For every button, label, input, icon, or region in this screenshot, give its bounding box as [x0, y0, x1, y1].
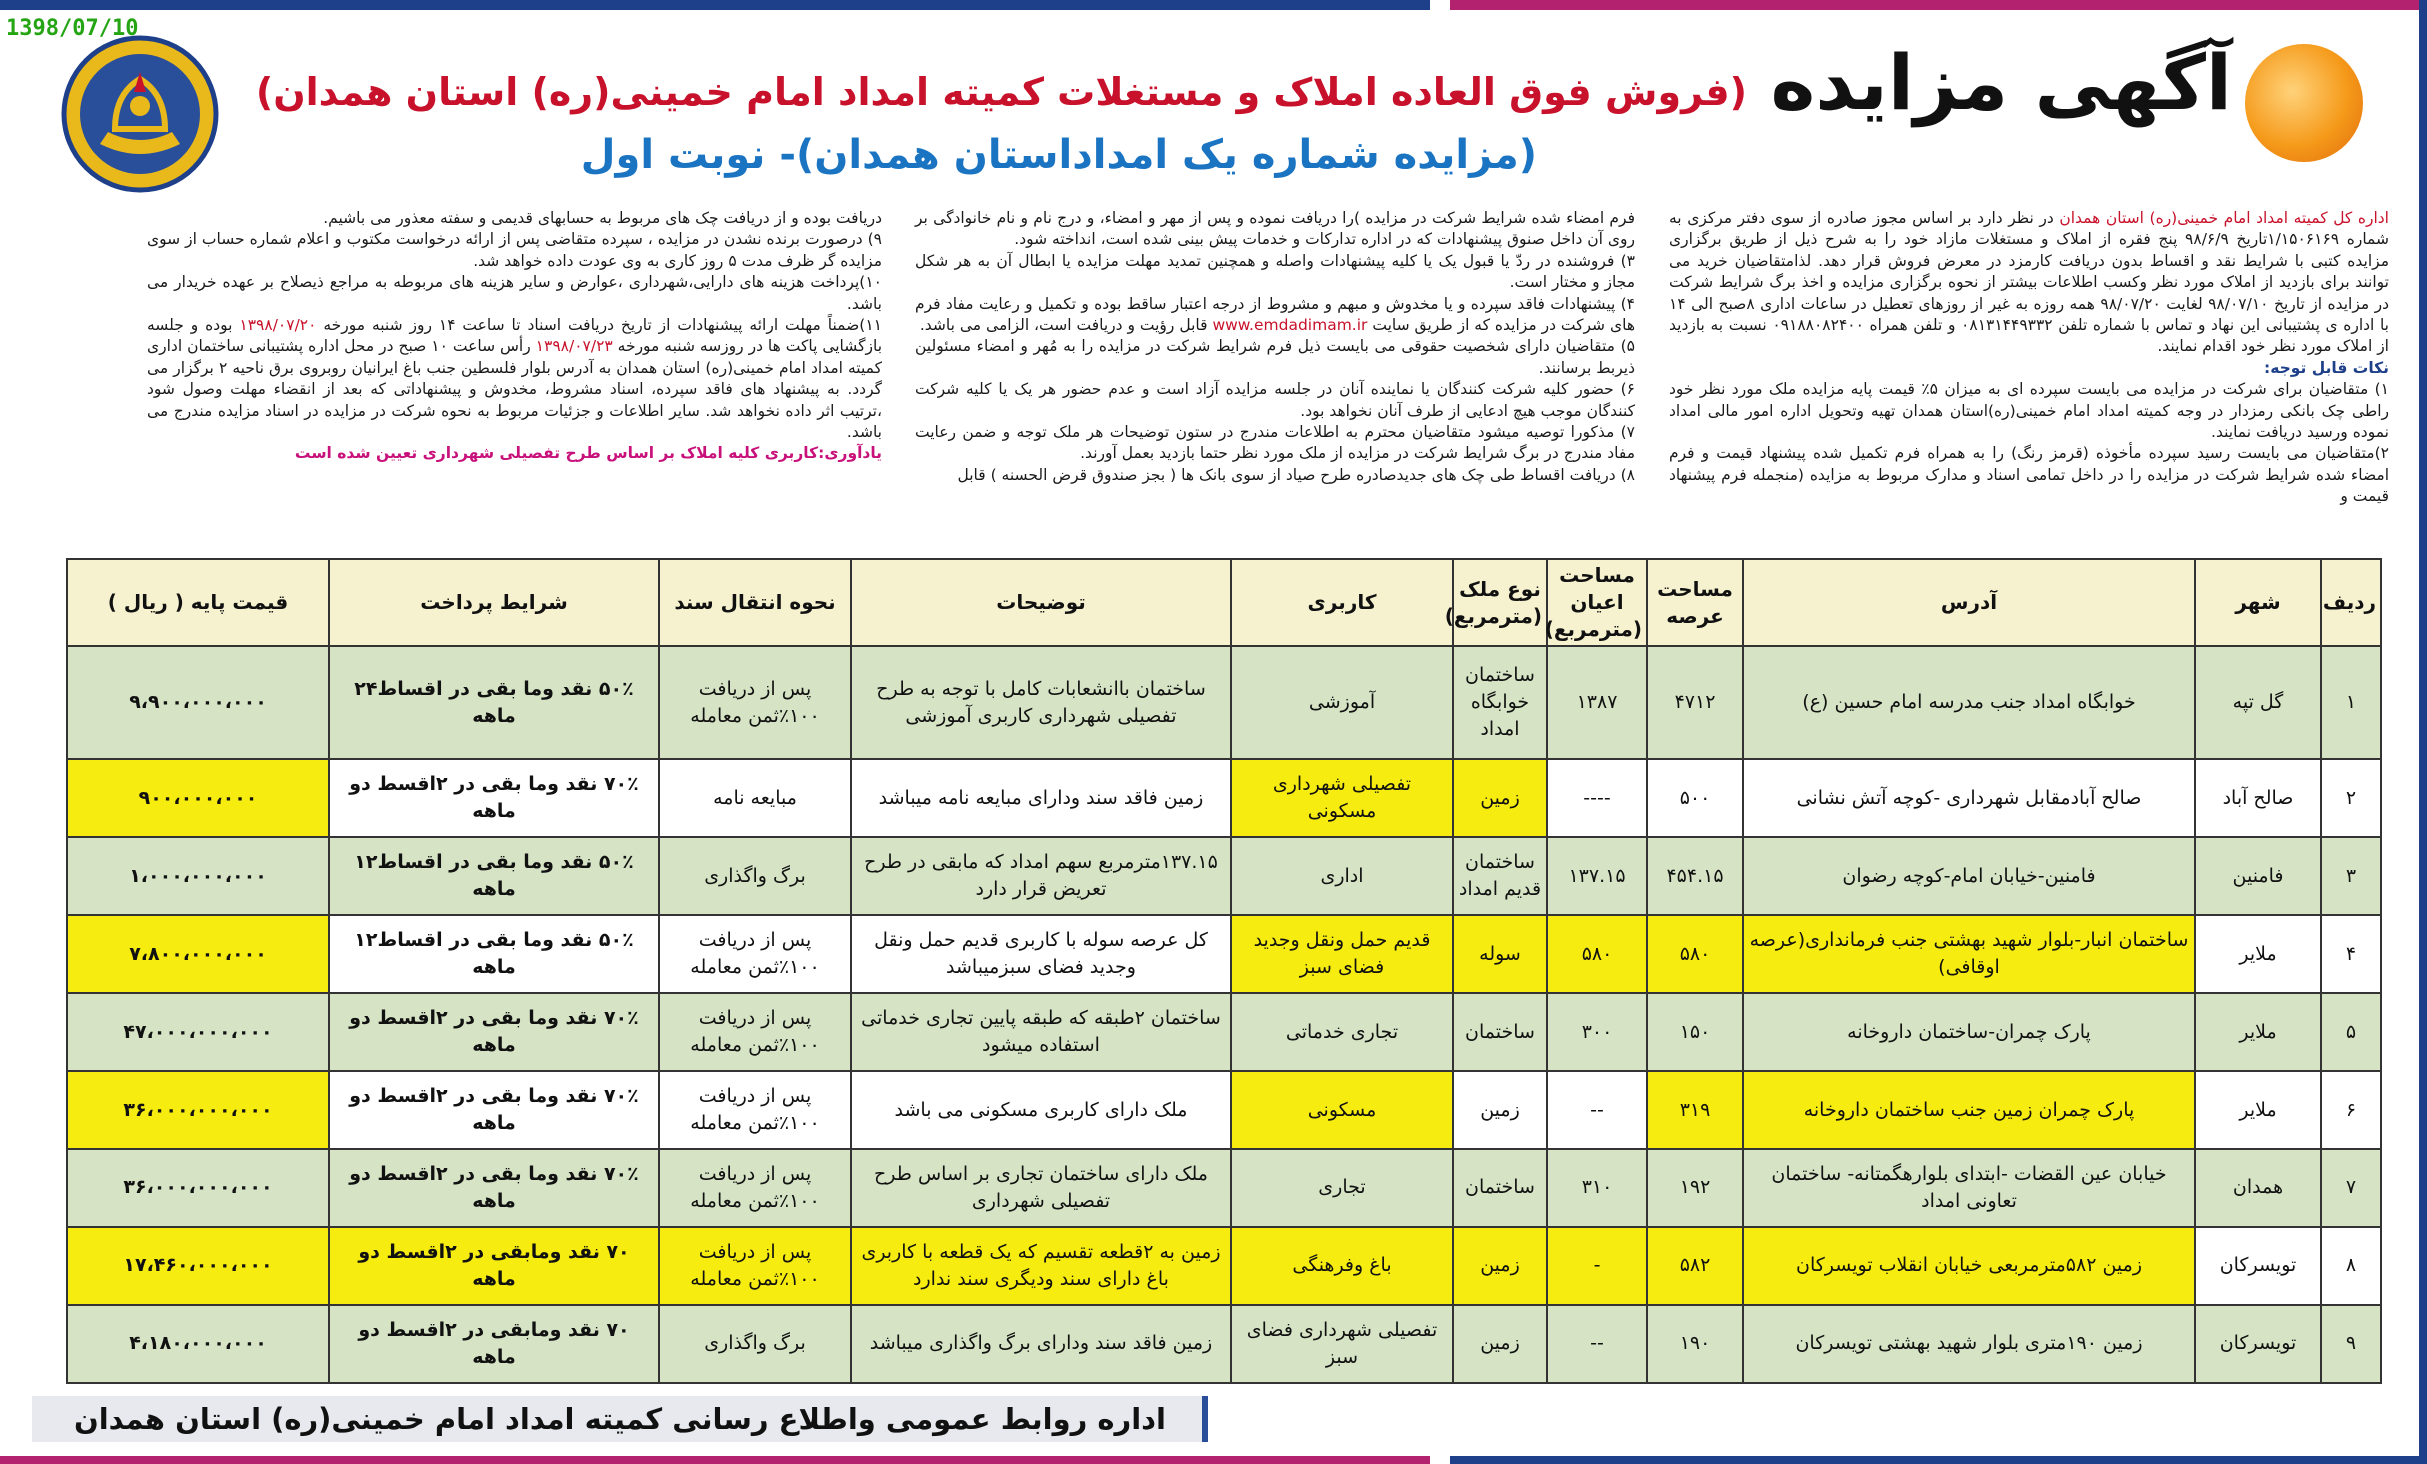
note-item: ۸) دریافت اقساط طی چک های جدیدصادره طرح صیاد از سوی بانک ها ( بجز صندوق قرض الحسنه ) قابل [957, 465, 1635, 484]
city-cell: تویسرکان [2195, 1305, 2321, 1383]
usage-cell: باغ وفرهنگی [1231, 1227, 1453, 1305]
deadline-date: ۱۳۹۸/۰۷/۲۰ [239, 316, 317, 335]
note-item: ۲)متقاضیان می بایست رسید سپرده مأخوذه (قرمز رنگ) را به همراه فرم تکمیل شده پیشنهاد قیمت و فرم امضاء شده شرایط شرکت در مزایده را در داخل تمامی اسناد و مدارک مربوط به مزایده (منجمله فرم پیشنهاد قیمت و [1669, 444, 2389, 506]
auction-number-title: (مزایده شماره یک امداداستان همدان)- نوبت اول [580, 132, 1537, 178]
table-row [67, 1071, 2381, 1149]
note-item: ۴) پیشنهادات فاقد سپرده و یا مخدوش و مبهم و مشروط از درجه اعتبار ساقط بوده و تکمیل و رعایت مفاد فرم های شرکت در مزایده که از طریق سایت [915, 294, 1635, 335]
city-cell: تویسرکان [2195, 1227, 2321, 1305]
row-number: ۷ [2321, 1149, 2381, 1227]
header-cell: شرایط پرداخت [329, 559, 659, 646]
land-area-cell: ۵۰۰ [1647, 759, 1743, 837]
properties-table [66, 558, 2382, 1384]
city-cell: همدان [2195, 1149, 2321, 1227]
price-cell: ۷،۸۰۰،۰۰۰،۰۰۰ [67, 915, 329, 993]
transfer-cell: پس از دریافت ۱۰۰٪ثمن معامله [659, 1149, 851, 1227]
frame-bottom-magenta [0, 1456, 1430, 1464]
row-number: ۶ [2321, 1071, 2381, 1149]
header-cell: نوع ملک (مترمربع) [1453, 559, 1547, 646]
note-item: قابل رؤیت و دریافت است، الزامی می باشد. [919, 316, 1208, 335]
price-cell: ۹،۹۰۰،۰۰۰،۰۰۰ [67, 646, 329, 759]
building-area-cell: ۳۰۰ [1547, 993, 1647, 1071]
frame-top-magenta [1450, 0, 2427, 10]
payment-cell: ۷۰ نقد ومابقی در ۲اقسط دو ماهه [329, 1305, 659, 1383]
property-type-cell: ساختمان خوابگاه امداد [1453, 646, 1547, 759]
usage-cell: قدیم حمل ونقل وجدید فضای سبز [1231, 915, 1453, 993]
building-area-cell: -- [1547, 1305, 1647, 1383]
header-cell: آدرس [1743, 559, 2195, 646]
payment-cell: ۷۰ نقد ومابقی در ۲اقسط دو ماهه [329, 1227, 659, 1305]
land-area-cell: ۵۸۲ [1647, 1227, 1743, 1305]
building-area-cell: ---- [1547, 759, 1647, 837]
note-item: رأس ساعت ۱۰ صبح در محل اداره پشتیبانی ساختمان اداری کمیته امداد امام خمینی(ره) استان همدان به آدرس بلوار فلسطین جنب باغ ایرانیان روبروی برق ناحیه ۲ برگزار می گردد. به پیشنهاد های فاقد سپرده، اسناد مشروط، مخدوش و پیشنهاداتی که بعد از انقضاء مهلت وصول شود ،ترتیب اثر داده نخواهد شد. سایر اطلاعات و جزئیات مربوط به نحوه شرکت در مزایده در اسناد مزایده مندرج می باشد. [147, 337, 882, 442]
table-header-row [67, 559, 2381, 646]
building-area-cell: ۱۳۷.۱۵ [1547, 837, 1647, 915]
date-stamp: 1398/07/10 [6, 16, 139, 41]
row-number: ۴ [2321, 915, 2381, 993]
header-cell: مساحت اعیان (مترمربع) [1547, 559, 1647, 646]
building-area-cell: ۳۱۰ [1547, 1149, 1647, 1227]
transfer-cell: پس از دریافت ۱۰۰٪ثمن معامله [659, 1071, 851, 1149]
city-cell: ملایر [2195, 993, 2321, 1071]
description-cell: زمین به ۲قطعه تقسیم که یک قطعه با کاربری باغ دارای سند ودیگری سند ندارد [851, 1227, 1231, 1305]
footer-org: اداره روابط عمومی واطلاع رسانی کمیته امداد امام خمینی(ره) استان همدان [73, 1402, 1166, 1436]
price-cell: ۱۷،۴۶۰،۰۰۰،۰۰۰ [67, 1227, 329, 1305]
usage-cell: تفصیلی شهرداری فضای سبز [1231, 1305, 1453, 1383]
property-type-cell: سوله [1453, 915, 1547, 993]
note-item: ۹) درصورت برنده نشدن در مزایده ، سپرده متقاضی پس از ارائه درخواست مکتوب و اعلام شماره حساب از سوی مزایده گر ظرف مدت ۵ روز کاری به وی عودت داده خواهد شد. [147, 230, 882, 270]
payment-cell: ۵۰٪ نقد وما بقی در اقساط۱۲ ماهه [329, 837, 659, 915]
address-cell: پارک چمران-ساختمان داروخانه [1743, 993, 2195, 1071]
transfer-cell: پس از دریافت ۱۰۰٪ثمن معامله [659, 646, 851, 759]
description-cell: زمین فاقد سند ودارای مبایعه نامه میباشد [851, 759, 1231, 837]
header-cell: ردیف [2321, 559, 2381, 646]
header-cell: شهر [2195, 559, 2321, 646]
table-row [67, 759, 2381, 837]
usage-cell: اداری [1231, 837, 1453, 915]
note-item: ۱۱)ضمناً مهلت ارائه پیشنهادات از تاریخ دریافت اسناد تا ساعت ۱۴ روز شنبه مورخه [323, 316, 882, 335]
building-area-cell: - [1547, 1227, 1647, 1305]
property-type-cell: زمین [1453, 1071, 1547, 1149]
table-row [67, 915, 2381, 993]
payment-cell: ۷۰٪ نقد وما بقی در ۲اقسط دو ماهه [329, 759, 659, 837]
usage-cell: تجاری خدماتی [1231, 993, 1453, 1071]
property-type-cell: ساختمان [1453, 993, 1547, 1071]
table-row [67, 1305, 2381, 1383]
address-cell: خیابان عین القضات -ابتدای بلوارهگمتانه- ساختمان تعاونی امداد [1743, 1149, 2195, 1227]
notes-column-left [147, 208, 882, 465]
row-number: ۸ [2321, 1227, 2381, 1305]
price-cell: ۴،۱۸۰،۰۰۰،۰۰۰ [67, 1305, 329, 1383]
price-cell: ۱،۰۰۰،۰۰۰،۰۰۰ [67, 837, 329, 915]
address-cell: زمین ۵۸۲مترمربعی خیابان انقلاب تویسرکان [1743, 1227, 2195, 1305]
land-area-cell: ۱۹۰ [1647, 1305, 1743, 1383]
address-cell: فامنین-خیابان امام-کوچه رضوان [1743, 837, 2195, 915]
usage-cell: مسکونی [1231, 1071, 1453, 1149]
city-cell: گل تپه [2195, 646, 2321, 759]
city-cell: صالح آباد [2195, 759, 2321, 837]
price-cell: ۴۷،۰۰۰،۰۰۰،۰۰۰ [67, 993, 329, 1071]
note-item: ۳) فروشنده در ردّ یا قبول یک یا کلیه پیشنهادات واصله و همچنین تمدید مهلت مزایده یا ابطال آن به هر شکل مجاز و مختار است. [915, 251, 1635, 292]
land-area-cell: ۴۵۴.۱۵ [1647, 837, 1743, 915]
address-cell: صالح آبادمقابل شهرداری -کوچه آتش نشانی [1743, 759, 2195, 837]
property-type-cell: ساختمان قدیم امداد [1453, 837, 1547, 915]
note-item: فرم امضاء شده شرایط شرکت در مزایده )را دریافت نموده و پس از مهر و امضاء، و درج نام و نام خانوادگی بر روی آن داخل صنوق پیشنهادات که در اداره تدارکات و خدمات پیش بینی شده است، انداخته شود. [915, 209, 1635, 249]
intro-column [1669, 208, 2389, 508]
header-cell: نحوه انتقال سند [659, 559, 851, 646]
intro-org: اداره کل کمیته امداد امام خمینی(ره) استان همدان [2059, 209, 2389, 227]
header-cell: قیمت پایه ( ریال ) [67, 559, 329, 646]
description-cell: ۱۳۷.۱۵مترمربع سهم امداد که مابقی در طرح تعریض قرار دارد [851, 837, 1231, 915]
note-item: دریافت بوده و از دریافت چک های مربوط به حسابهای قدیمی و سفته معذور می باشیم. [323, 209, 882, 227]
payment-cell: ۷۰٪ نقد وما بقی در ۲اقسط دو ماهه [329, 1149, 659, 1227]
land-area-cell: ۴۷۱۲ [1647, 646, 1743, 759]
payment-cell: ۵۰٪ نقد وما بقی در اقساط۲۴ ماهه [329, 646, 659, 759]
notes-column-middle [915, 208, 1635, 486]
transfer-cell: مبایعه نامه [659, 759, 851, 837]
address-cell: خوابگاه امداد جنب مدرسه امام حسین (ع) [1743, 646, 2195, 759]
note-item: ۱۰)پرداخت هزینه های دارایی،شهرداری ،عوارض و سایر هزینه های مربوطه به مراجع ذیصلاح بر عهده خریدار می باشد. [147, 273, 882, 313]
notes-heading: نکات قابل توجه: [2264, 358, 2389, 377]
transfer-cell: پس از دریافت ۱۰۰٪ثمن معامله [659, 1227, 851, 1305]
city-cell: فامنین [2195, 837, 2321, 915]
note-item: ۷) مذکورا توصیه میشود متقاضیان محترم به اطلاعات مندرج در ستون توضیحات هر ملک توجه و ضمن رعایت مفاد مندرج در برگ شرایط شرکت در مزایده از ملک مورد نظر حتما بازدید بعمل آورند. [915, 423, 1635, 463]
land-area-cell: ۵۸۰ [1647, 915, 1743, 993]
note-item: ۱) متقاضیان برای شرکت در مزایده می بایست سپرده ای به میزان ۵٪ قیمت پایه مزایده ملک مورد نظر خود راطی چک بانکی رمزدار در وجه کمیته امداد امام خمینی(ره)استان همدان تهیه وتحویل اداره امور مالی امداد نموده ورسید دریافت نمایند. [1669, 380, 2389, 442]
row-number: ۲ [2321, 759, 2381, 837]
row-number: ۵ [2321, 993, 2381, 1071]
description-cell: ساختمان باانشعابات کامل با توجه به طرح تفصیلی شهرداری کاربری آموزشی [851, 646, 1231, 759]
website-link[interactable]: www.emdadimam.ir [1212, 316, 1368, 335]
usage-cell: تجاری [1231, 1149, 1453, 1227]
city-cell: ملایر [2195, 915, 2321, 993]
payment-cell: ۵۰٪ نقد وما بقی در اقساط۱۲ ماهه [329, 915, 659, 993]
description-cell: ساختمان ۲طبقه که طبقه پایین تجاری خدماتی استفاده میشود [851, 993, 1231, 1071]
price-cell: ۹۰۰،۰۰۰،۰۰۰ [67, 759, 329, 837]
address-cell: زمین ۱۹۰متری بلوار شهید بهشتی تویسرکان [1743, 1305, 2195, 1383]
intro-text: در نظر دارد بر اساس مجوز صادره از سوی دفتر مرکزی به شماره ۱/۱۵۰۶۱۶۹تاریخ ۹۸/۶/۹ پنج فقره از املاک و مستغلات مازاد خود را به شرح ذیل از طریق برگزاری مزایده کتبی با شرایط نقد و اقساط بدون دریافت کارمزد در معرض فروش قرار دهد. لذامتقاضیان خرید می توانند برای بازدید از املاک مورد نظر وکسب اطلاعات بیشتر از نحوه برگزاری مزایده و اخذ برگ شرایط شرکت در مزایده از تاریخ ۹۸/۰۷/۱۰ لغایت ۹۸/۰۷/۲۰ همه روزه به غیر از روزهای تعطیل در ساعات اداری ۸صبح الی ۱۴ با اداره ی پشتیبانی این نهاد و تماس با شماره تلفن ۰۸۱۳۱۴۴۹۳۳۲ و تلفن همراه ۰۹۱۸۸۰۸۲۴۰۰ نسبت به بازدید از املاک مورد نظر خود اقدام نمایند. [1669, 209, 2389, 356]
price-cell: ۳۶،۰۰۰،۰۰۰،۰۰۰ [67, 1149, 329, 1227]
note-item: بوده و جلسه بازگشایی پاکت ها در روزسه شنبه مورخه [147, 316, 883, 356]
description-cell: ملک دارای کاربری مسکونی می باشد [851, 1071, 1231, 1149]
opening-date: ۱۳۹۸/۰۷/۲۳ [535, 337, 613, 356]
transfer-cell: پس از دریافت ۱۰۰٪ثمن معامله [659, 993, 851, 1071]
description-cell: زمین فاقد سند ودارای برگ واگذاری میباشد [851, 1305, 1231, 1383]
table-row [67, 1227, 2381, 1305]
page-subtitle: (فروش فوق العاده املاک و مستغلات کمیته امداد امام خمینی(ره) استان همدان) [255, 70, 1747, 114]
row-number: ۱ [2321, 646, 2381, 759]
description-cell: ملک دارای ساختمان تجاری بر اساس طرح تفصیلی شهرداری [851, 1149, 1231, 1227]
transfer-cell: برگ واگذاری [659, 1305, 851, 1383]
footer-bar [32, 1396, 1208, 1442]
header-cell: توضیحات [851, 559, 1231, 646]
payment-cell: ۷۰٪ نقد وما بقی در ۲اقسط دو ماهه [329, 993, 659, 1071]
address-cell: ساختمان انبار-بلوار شهید بهشتی جنب فرمانداری(عرصه اوقافی) [1743, 915, 2195, 993]
description-cell: کل عرصه سوله با کاربری قدیم حمل ونقل وجدید فضای سبزمیباشد [851, 915, 1231, 993]
payment-cell: ۷۰٪ نقد وما بقی در ۲اقسط دو ماهه [329, 1071, 659, 1149]
address-cell: پارک چمران زمین جنب ساختمان داروخانه [1743, 1071, 2195, 1149]
reminder-note: یادآوری:کاربری کلیه املاک بر اساس طرح تفصیلی شهرداری تعیین شده است [294, 444, 882, 463]
building-area-cell: ۱۳۸۷ [1547, 646, 1647, 759]
frame-right-blue [2419, 0, 2427, 1464]
property-type-cell: ساختمان [1453, 1149, 1547, 1227]
frame-bottom-blue [1450, 1456, 2427, 1464]
building-area-cell: ۵۸۰ [1547, 915, 1647, 993]
land-area-cell: ۱۹۲ [1647, 1149, 1743, 1227]
transfer-cell: پس از دریافت ۱۰۰٪ثمن معامله [659, 915, 851, 993]
frame-top-blue [0, 0, 1430, 10]
usage-cell: آموزشی [1231, 646, 1453, 759]
city-cell: ملایر [2195, 1071, 2321, 1149]
land-area-cell: ۳۱۹ [1647, 1071, 1743, 1149]
building-area-cell: -- [1547, 1071, 1647, 1149]
property-type-cell: زمین [1453, 1305, 1547, 1383]
note-item: ۶) حضور کلیه شرکت کنندگان یا نماینده آنان در جلسه مزایده آزاد است و عدم حضور هر یک یا کلیه شرکت کنندگان موجب هیچ ادعایی از طرف آنان نخواهد بود. [915, 380, 1635, 420]
header-cell: مساحت عرصه [1647, 559, 1743, 646]
price-cell: ۳۶،۰۰۰،۰۰۰،۰۰۰ [67, 1071, 329, 1149]
transfer-cell: برگ واگذاری [659, 837, 851, 915]
table-row [67, 646, 2381, 759]
orange-circle-icon [2245, 44, 2363, 162]
emdad-logo-icon [60, 34, 220, 194]
note-item: ۵) متقاضیان دارای شخصیت حقوقی می بایست ذیل فرم شرایط شرکت در مزایده را به مُهر و امضاء مسئولین ذیربط برسانند. [915, 337, 1635, 377]
row-number: ۳ [2321, 837, 2381, 915]
table-row [67, 1149, 2381, 1227]
row-number: ۹ [2321, 1305, 2381, 1383]
property-type-cell: زمین [1453, 759, 1547, 837]
table-row [67, 993, 2381, 1071]
page-title: آگهی مزایده [1770, 38, 2232, 127]
usage-cell: تفصیلی شهرداری مسکونی [1231, 759, 1453, 837]
land-area-cell: ۱۵۰ [1647, 993, 1743, 1071]
property-type-cell: زمین [1453, 1227, 1547, 1305]
header-cell: کاربری [1231, 559, 1453, 646]
table-row [67, 837, 2381, 915]
